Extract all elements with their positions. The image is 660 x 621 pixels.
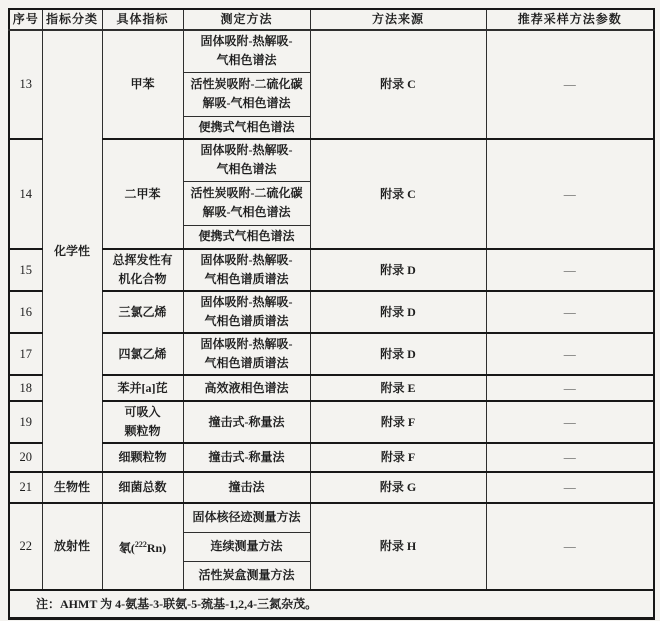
source-cell: 附录 H [310,503,486,590]
param-cell: — [486,30,654,139]
indicator-cell-tetrachloroethylene: 四氯乙烯 [102,333,183,375]
indicator-line: 可吸入 [124,405,161,419]
radon-label-suffix: Rn) [146,541,167,555]
method-line: 气相色谱质谱法 [204,272,289,286]
method-line: 固体吸附-热解吸- [200,34,293,49]
table-note: 注：AHMT 为 4-氨基-3-联氨-5-巯基-1,2,4-三氮杂茂。 [9,590,654,619]
method-line: 固体吸附-热解吸- [200,295,293,309]
table-row [9,139,654,181]
indicator-cell-benzo-a-pyrene: 苯并[a]芘 [102,375,183,401]
indicator-line: 机化合物 [118,272,167,286]
source-cell: 附录 F [310,443,486,472]
method-line: 便携式气相色谱法 [198,119,295,134]
method-line: 气相色谱质谱法 [204,356,289,370]
method-cell [183,291,310,333]
method-line: 活性炭吸附-二硫化碳 [190,77,303,91]
serial-cell-16: 16 [9,291,42,333]
method-cell: 活性炭盒测量方法 [183,561,310,590]
serial-cell-19: 19 [9,401,42,443]
method-line: 气相色谱质谱法 [204,314,289,328]
table-row [9,472,654,503]
method-cell: 高效液相色谱法 [183,375,310,401]
method-cell [183,30,310,72]
table-row [9,401,654,443]
radon-label-prefix: 氡( [118,541,135,555]
indicator-cell-xylene: 二甲苯 [102,139,183,249]
method-line: 解吸-气相色谱法 [202,205,291,219]
source-cell: 附录 F [310,401,486,443]
serial-cell-22: 22 [9,503,42,590]
table-row [9,249,654,291]
method-cell: 撞击式-称量法 [183,401,310,443]
method-line: 活性炭吸附-二硫化碳 [190,186,303,200]
radon-mass-number: 222 [134,540,147,549]
table-row [9,375,654,401]
method-cell [183,249,310,291]
method-line: 气相色谱法 [216,53,277,68]
source-cell: 附录 E [310,375,486,401]
param-cell: — [486,139,654,249]
method-cell [183,139,310,181]
param-cell: — [486,249,654,291]
category-cell-radioactive: 放射性 [42,503,102,590]
method-line: 气相色谱法 [216,162,277,177]
measurement-methods-table [8,8,655,620]
method-line: 固体吸附-热解吸- [200,143,293,158]
source-cell: 附录 D [310,249,486,291]
table-row [9,291,654,333]
table-row [9,443,654,472]
param-cell: — [486,401,654,443]
table-row [9,333,654,375]
method-cell: 固体核径迹测量方法 [183,503,310,532]
param-cell: — [486,472,654,503]
method-cell [183,333,310,375]
indicator-cell-total-bacteria: 细菌总数 [102,472,183,503]
serial-cell-20: 20 [9,443,42,472]
indicator-cell-pm10 [102,401,183,443]
method-line: 固体吸附-热解吸- [200,337,293,351]
table-row [9,503,654,532]
column-header-category: 指标分类 [42,9,102,30]
method-cell [183,181,310,225]
serial-cell-15: 15 [9,249,42,291]
serial-cell-13: 13 [9,30,42,139]
param-cell: — [486,333,654,375]
indicator-cell-radon [102,503,183,590]
source-cell: 附录 C [310,139,486,249]
table-row [9,30,654,72]
table-header-row [9,9,654,30]
column-header-indicator: 具体指标 [102,9,183,30]
param-cell: — [486,443,654,472]
indicator-cell-tvoc [102,249,183,291]
indicator-cell-trichloroethylene: 三氯乙烯 [102,291,183,333]
table-note-row [9,590,654,619]
method-line: 解吸-气相色谱法 [202,96,291,110]
source-cell: 附录 G [310,472,486,503]
method-line: 固体吸附-热解吸- [200,253,293,267]
param-cell: — [486,503,654,590]
column-header-sampling-params: 推荐采样方法参数 [486,9,654,30]
column-header-serial: 序号 [9,9,42,30]
serial-cell-21: 21 [9,472,42,503]
method-cell: 连续测量方法 [183,532,310,561]
source-cell: 附录 D [310,333,486,375]
column-header-source: 方法来源 [310,9,486,30]
method-cell [183,225,310,249]
param-cell: — [486,291,654,333]
method-cell [183,116,310,139]
method-cell: 撞击式-称量法 [183,443,310,472]
indicator-line: 颗粒物 [124,424,161,438]
source-cell: 附录 D [310,291,486,333]
indicator-cell-toluene: 甲苯 [102,30,183,139]
serial-cell-14: 14 [9,139,42,249]
serial-cell-17: 17 [9,333,42,375]
param-cell: — [486,375,654,401]
source-cell: 附录 C [310,30,486,139]
serial-cell-18: 18 [9,375,42,401]
indicator-line: 总挥发性有 [112,253,173,267]
method-line: 便携式气相色谱法 [198,229,295,244]
category-cell-chemical: 化学性 [42,30,102,472]
column-header-method: 测定方法 [183,9,310,30]
method-cell: 撞击法 [183,472,310,503]
method-cell [183,72,310,116]
category-cell-biological: 生物性 [42,472,102,503]
indicator-cell-pm25: 细颗粒物 [102,443,183,472]
